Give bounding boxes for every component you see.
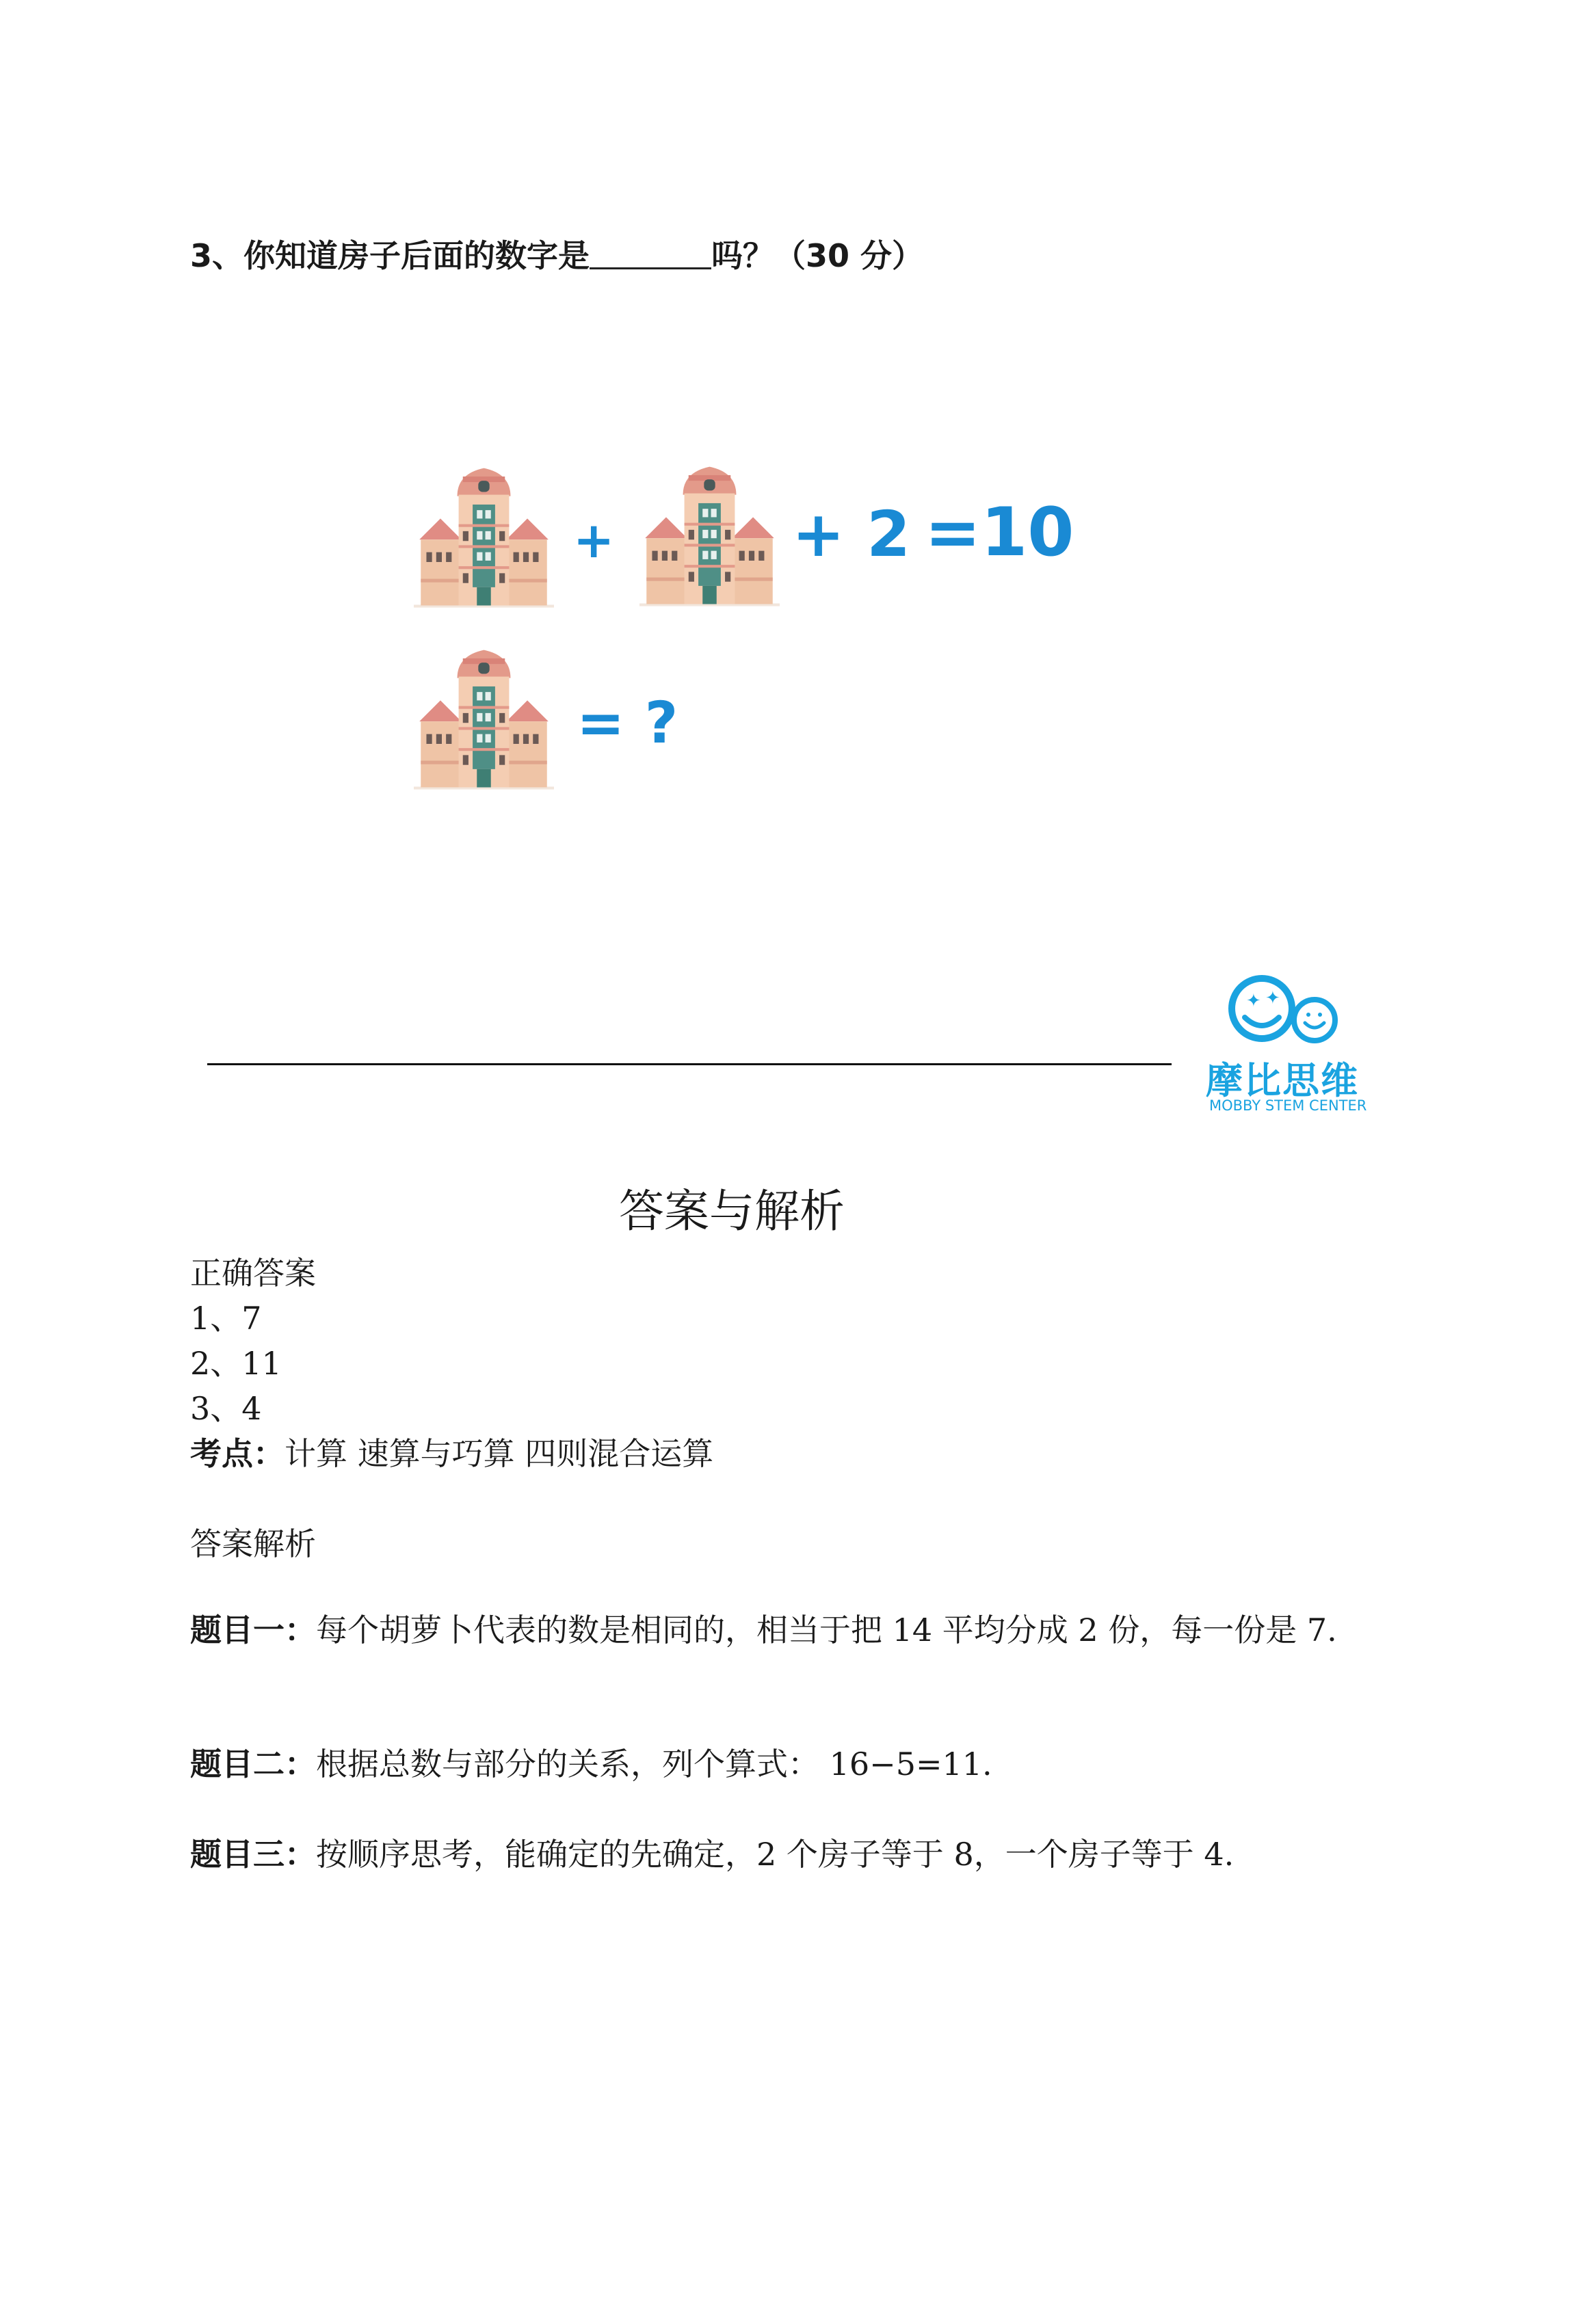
equals-ten: =10	[925, 494, 1074, 572]
logo-subtitle: MOBBY STEM CENTER	[1209, 1097, 1367, 1114]
equals-question: = ?	[577, 689, 678, 756]
section-divider	[207, 1063, 1172, 1065]
answer-item-2: 2、11	[190, 1345, 282, 1382]
analysis-q1-label: 题目一：	[190, 1612, 316, 1648]
house-icon	[414, 459, 554, 610]
answer-item-3: 3、4	[190, 1390, 262, 1427]
svg-text:✦: ✦	[1265, 988, 1280, 1009]
key-points	[190, 1429, 713, 1474]
answers-title: 答案与解析	[619, 1185, 845, 1238]
key-points-label: 考点：	[190, 1435, 285, 1472]
plus-sign-1: +	[573, 511, 615, 569]
correct-answer-heading: 正确答案	[190, 1255, 316, 1292]
question-suffix: 吗？（30 分）	[711, 237, 924, 274]
question-prefix: 3、你知道房子后面的数字是	[190, 237, 590, 274]
svg-text:✦: ✦	[1246, 991, 1261, 1011]
analysis-q1-text: 每个胡萝卜代表的数是相同的，相当于把 14 平均分成 2 份，每一份是 7.	[316, 1612, 1337, 1648]
logo-name: 摩比思维	[1206, 1059, 1359, 1102]
analysis-q3-label: 题目三：	[190, 1836, 316, 1873]
question-3	[190, 231, 923, 276]
analysis-q2-label: 题目二：	[190, 1746, 316, 1782]
answer-blank	[590, 240, 711, 269]
analysis-q3-text: 按顺序思考，能确定的先确定，2 个房子等于 8，一个房子等于 4.	[316, 1836, 1235, 1873]
answer-item-1: 1、7	[190, 1300, 262, 1337]
analysis-heading: 答案解析	[190, 1525, 316, 1562]
plus-two: + 2	[792, 498, 911, 571]
analysis-q3	[190, 1831, 1401, 1878]
analysis-q2	[190, 1741, 1401, 1787]
analysis-q2-text: 根据总数与部分的关系，列个算式： 16−5=11.	[316, 1746, 992, 1782]
key-points-text: 计算 速算与巧算 四则混合运算	[285, 1435, 714, 1472]
house-icon	[639, 458, 780, 609]
house-icon	[414, 641, 554, 792]
analysis-q1	[190, 1607, 1401, 1653]
